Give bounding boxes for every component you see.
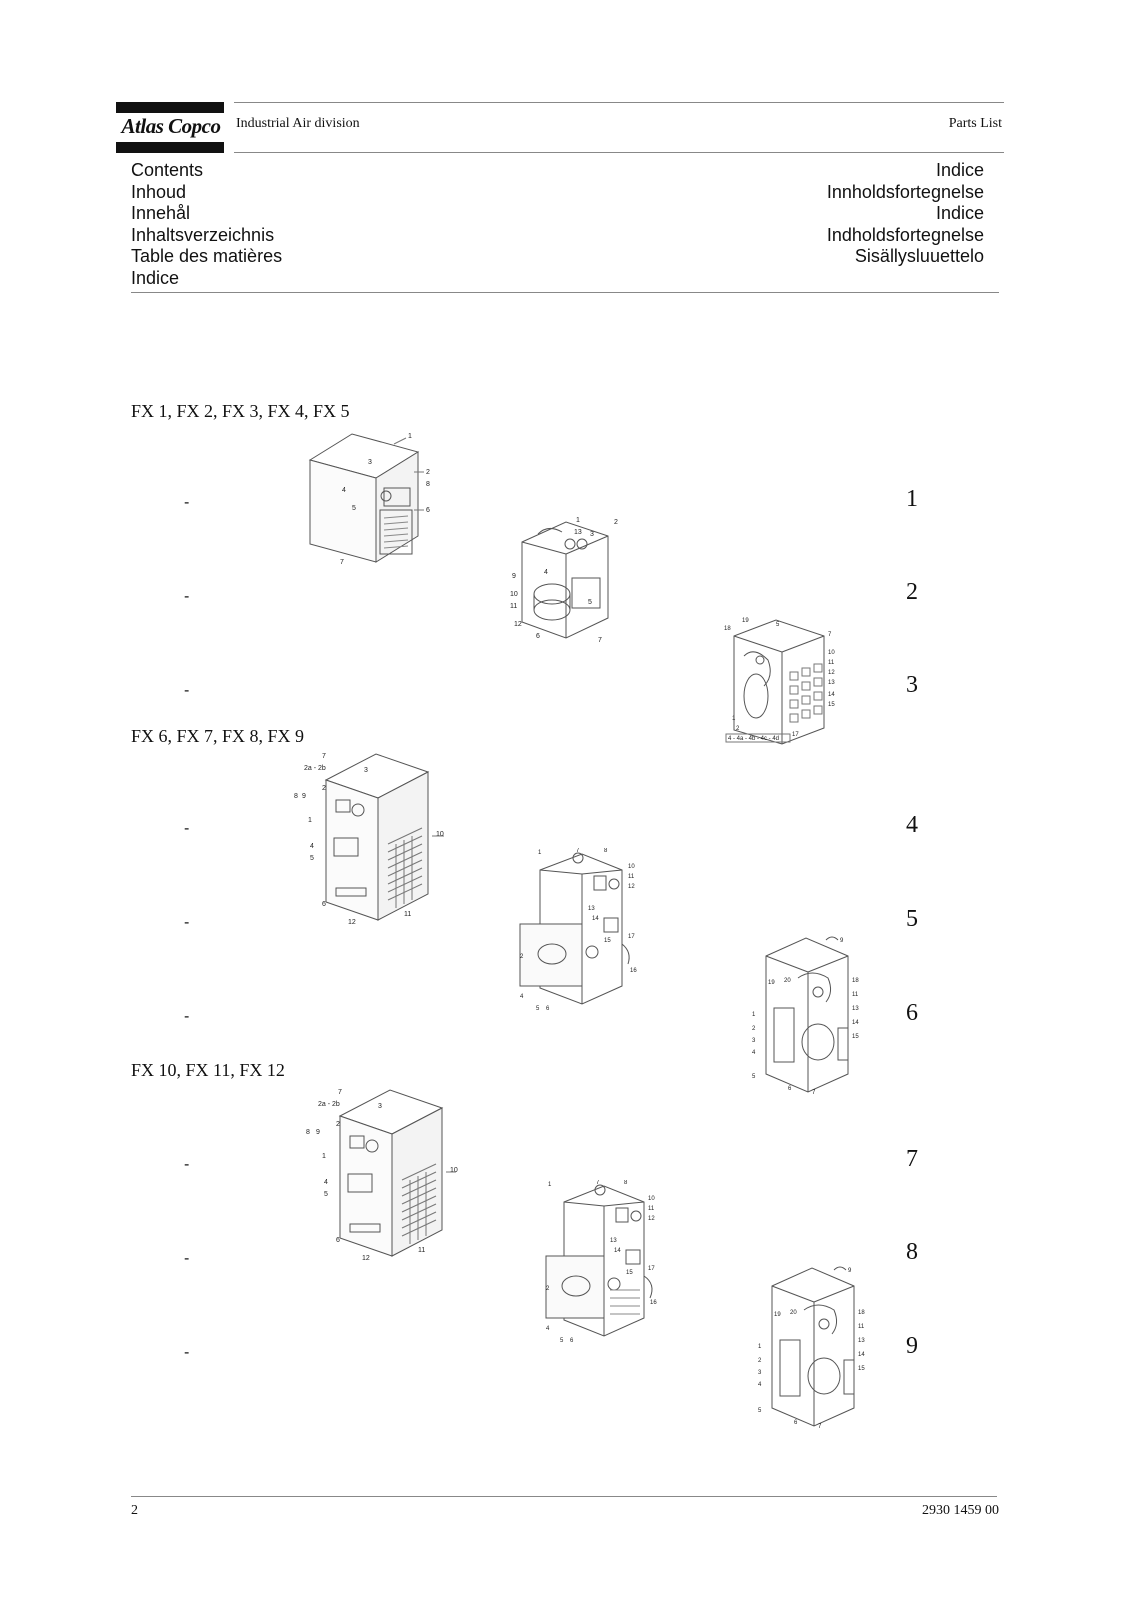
svg-text:11: 11 — [418, 1247, 426, 1254]
svg-text:5: 5 — [560, 1338, 564, 1344]
svg-text:9: 9 — [512, 573, 516, 580]
svg-text:5: 5 — [752, 1074, 756, 1080]
svg-text:2: 2 — [752, 1026, 756, 1032]
entry-number: 2 — [906, 579, 918, 605]
toc-title: Indice — [935, 203, 984, 223]
svg-text:7: 7 — [340, 559, 344, 566]
svg-text:12: 12 — [828, 670, 835, 676]
svg-text:17: 17 — [792, 732, 799, 738]
svg-text:1: 1 — [732, 716, 736, 722]
svg-text:11: 11 — [828, 660, 835, 666]
svg-text:4: 4 — [324, 1179, 328, 1186]
svg-text:15: 15 — [852, 1034, 859, 1040]
svg-text:20: 20 — [784, 978, 791, 984]
svg-text:14: 14 — [614, 1248, 621, 1254]
svg-text:1: 1 — [752, 1012, 756, 1018]
svg-text:5: 5 — [758, 1408, 762, 1414]
svg-text:2: 2 — [336, 1121, 340, 1128]
entry-number: 3 — [906, 672, 918, 698]
svg-text:19: 19 — [768, 980, 775, 986]
toc-title: Indice — [131, 267, 180, 288]
svg-text:2a - 2b: 2a - 2b — [318, 1101, 340, 1108]
svg-text:18: 18 — [858, 1310, 865, 1316]
svg-text:6: 6 — [336, 1237, 340, 1244]
entry-dash: - — [184, 820, 190, 837]
svg-text:4 - 4a - 4b - 4c - 4d: 4 - 4a - 4b - 4c - 4d — [728, 736, 780, 742]
svg-text:12: 12 — [648, 1216, 655, 1222]
svg-text:13: 13 — [610, 1238, 617, 1244]
svg-text:2: 2 — [520, 954, 524, 960]
entry-dash: - — [184, 1344, 190, 1361]
svg-text:10: 10 — [828, 650, 835, 656]
svg-text:2: 2 — [614, 519, 618, 526]
fx1-5-cabinet-drawing — [306, 430, 436, 566]
fx6-9-internal-drawing — [518, 848, 656, 1016]
brand-logo: Atlas Copco — [121, 114, 221, 138]
svg-text:18: 18 — [852, 978, 859, 984]
svg-text:12: 12 — [628, 884, 635, 890]
svg-text:11: 11 — [648, 1206, 655, 1212]
document-number: 2930 1459 00 — [922, 1503, 999, 1518]
svg-text:6: 6 — [536, 633, 540, 640]
toc-title: Inhoud — [131, 181, 187, 202]
header-rule-top — [234, 102, 1004, 103]
entry-dash: - — [184, 682, 190, 699]
doc-type-label: Parts List — [948, 116, 1002, 131]
svg-text:2: 2 — [426, 469, 430, 476]
svg-text:5: 5 — [588, 599, 592, 606]
svg-text:19: 19 — [774, 1312, 781, 1318]
svg-text:5: 5 — [324, 1191, 328, 1198]
entry-number: 4 — [906, 812, 918, 838]
svg-text:15: 15 — [604, 938, 611, 944]
svg-text:9: 9 — [316, 1129, 320, 1136]
svg-text:6: 6 — [546, 1006, 550, 1012]
svg-text:10: 10 — [510, 591, 518, 598]
toc-title: Contents — [131, 160, 204, 180]
svg-text:5: 5 — [352, 505, 356, 512]
toc-rule — [131, 292, 999, 293]
svg-text:1: 1 — [538, 850, 542, 856]
svg-text:13: 13 — [852, 1006, 859, 1012]
fx10-12-internal-drawing — [544, 1180, 672, 1348]
svg-text:17: 17 — [628, 934, 635, 940]
toc-title: Innholdsfortegnelse — [826, 181, 984, 202]
entry-dash: - — [184, 494, 190, 511]
svg-text:10: 10 — [628, 864, 635, 870]
svg-text:8: 8 — [294, 793, 298, 800]
entry-dash: - — [184, 1008, 190, 1025]
toc-titles-right — [827, 160, 984, 268]
svg-text:7: 7 — [576, 848, 580, 854]
svg-text:8: 8 — [604, 848, 608, 854]
svg-text:7: 7 — [338, 1089, 342, 1096]
svg-text:16: 16 — [630, 968, 637, 974]
toc-title: Indice — [935, 160, 984, 180]
logo-bar-top — [116, 102, 224, 113]
logo-bar-bottom — [116, 142, 224, 153]
svg-text:14: 14 — [592, 916, 599, 922]
svg-text:3: 3 — [590, 531, 594, 538]
entry-number: 1 — [906, 486, 918, 512]
svg-text:6: 6 — [788, 1086, 792, 1092]
svg-text:8: 8 — [426, 481, 430, 488]
toc-title: Indholdsfortegnelse — [826, 224, 984, 245]
page-number: 2 — [131, 1503, 138, 1518]
svg-text:6: 6 — [794, 1420, 798, 1426]
toc-title: Sisällysluuettelo — [854, 246, 984, 266]
entry-dash: - — [184, 1156, 190, 1173]
svg-text:13: 13 — [588, 906, 595, 912]
svg-text:13: 13 — [574, 529, 582, 536]
toc-title: Table des matières — [131, 246, 283, 266]
svg-text:5: 5 — [536, 1006, 540, 1012]
svg-text:17: 17 — [648, 1266, 655, 1272]
entry-number: 5 — [906, 906, 918, 932]
svg-text:1: 1 — [322, 1153, 326, 1160]
svg-text:2: 2 — [758, 1358, 762, 1364]
svg-text:4: 4 — [310, 843, 314, 850]
svg-text:7: 7 — [828, 632, 832, 638]
entry-number: 7 — [906, 1146, 918, 1172]
entry-number: 8 — [906, 1239, 918, 1265]
fx10-12-side-drawing — [758, 1262, 882, 1432]
model-group-heading: FX 6, FX 7, FX 8, FX 9 — [131, 726, 305, 746]
svg-text:3: 3 — [378, 1103, 382, 1110]
svg-text:12: 12 — [348, 919, 356, 926]
svg-text:13: 13 — [828, 680, 835, 686]
fx1-5-side-drawing — [724, 616, 858, 758]
svg-text:1: 1 — [408, 433, 412, 440]
header-rule-bottom — [234, 152, 1004, 153]
entry-dash: - — [184, 1250, 190, 1267]
svg-text:12: 12 — [362, 1255, 370, 1262]
svg-text:2a - 2b: 2a - 2b — [304, 765, 326, 772]
svg-text:8: 8 — [306, 1129, 310, 1136]
toc-title: Inhaltsverzeichnis — [131, 224, 275, 245]
svg-text:6: 6 — [426, 507, 430, 514]
svg-text:3: 3 — [752, 1038, 756, 1044]
svg-text:7: 7 — [818, 1424, 822, 1430]
svg-text:3: 3 — [758, 1370, 762, 1376]
svg-text:15: 15 — [858, 1366, 865, 1372]
svg-text:19: 19 — [742, 618, 749, 624]
entry-number: 9 — [906, 1333, 918, 1359]
fx6-9-side-drawing — [752, 932, 878, 1098]
model-group-heading: FX 1, FX 2, FX 3, FX 4, FX 5 — [131, 401, 350, 421]
svg-text:11: 11 — [628, 874, 635, 880]
svg-text:10: 10 — [450, 1167, 458, 1174]
svg-text:5: 5 — [776, 622, 780, 628]
svg-text:1: 1 — [576, 517, 580, 524]
svg-text:11: 11 — [852, 992, 859, 998]
svg-text:7: 7 — [596, 1180, 600, 1186]
svg-text:18: 18 — [724, 626, 731, 632]
footer-rule — [131, 1496, 997, 1497]
svg-text:9: 9 — [848, 1268, 852, 1274]
svg-text:15: 15 — [626, 1270, 633, 1276]
svg-text:4: 4 — [520, 994, 524, 1000]
svg-text:4: 4 — [546, 1326, 550, 1332]
svg-text:1: 1 — [548, 1182, 552, 1188]
svg-text:7: 7 — [322, 753, 326, 760]
svg-text:13: 13 — [858, 1338, 865, 1344]
svg-text:1: 1 — [308, 817, 312, 824]
fx10-12-cabinet-drawing — [304, 1086, 464, 1264]
toc-titles-left — [131, 160, 282, 289]
svg-text:4: 4 — [342, 487, 346, 494]
entry-dash: - — [184, 914, 190, 931]
svg-text:10: 10 — [648, 1196, 655, 1202]
svg-text:11: 11 — [404, 911, 412, 918]
svg-text:3: 3 — [364, 767, 368, 774]
toc-title: Innehål — [131, 203, 191, 223]
svg-text:5: 5 — [310, 855, 314, 862]
fx6-9-cabinet-drawing — [292, 750, 452, 928]
entry-dash: - — [184, 588, 190, 605]
svg-text:6: 6 — [570, 1338, 574, 1344]
model-group-heading: FX 10, FX 11, FX 12 — [131, 1060, 285, 1080]
entry-number: 6 — [906, 1000, 918, 1026]
svg-text:8: 8 — [624, 1180, 628, 1186]
fx1-5-internal-drawing — [508, 514, 626, 646]
svg-text:2: 2 — [546, 1286, 550, 1292]
svg-text:14: 14 — [828, 692, 835, 698]
svg-text:4: 4 — [752, 1050, 756, 1056]
svg-text:6: 6 — [322, 901, 326, 908]
svg-text:14: 14 — [852, 1020, 859, 1026]
svg-text:10: 10 — [436, 831, 444, 838]
svg-text:3: 3 — [368, 459, 372, 466]
svg-text:7: 7 — [598, 637, 602, 644]
svg-text:9: 9 — [302, 793, 306, 800]
svg-text:11: 11 — [510, 603, 518, 610]
svg-text:1: 1 — [758, 1344, 762, 1350]
svg-text:2: 2 — [322, 785, 326, 792]
svg-text:14: 14 — [858, 1352, 865, 1358]
svg-text:4: 4 — [544, 569, 548, 576]
division-label: Industrial Air division — [236, 116, 360, 131]
svg-text:2: 2 — [736, 726, 740, 732]
svg-text:15: 15 — [828, 702, 835, 708]
svg-text:12: 12 — [514, 621, 522, 628]
svg-text:16: 16 — [650, 1300, 657, 1306]
svg-text:11: 11 — [858, 1324, 865, 1330]
svg-text:9: 9 — [840, 938, 844, 944]
svg-text:20: 20 — [790, 1310, 797, 1316]
svg-text:7: 7 — [812, 1090, 816, 1096]
svg-text:4: 4 — [758, 1382, 762, 1388]
